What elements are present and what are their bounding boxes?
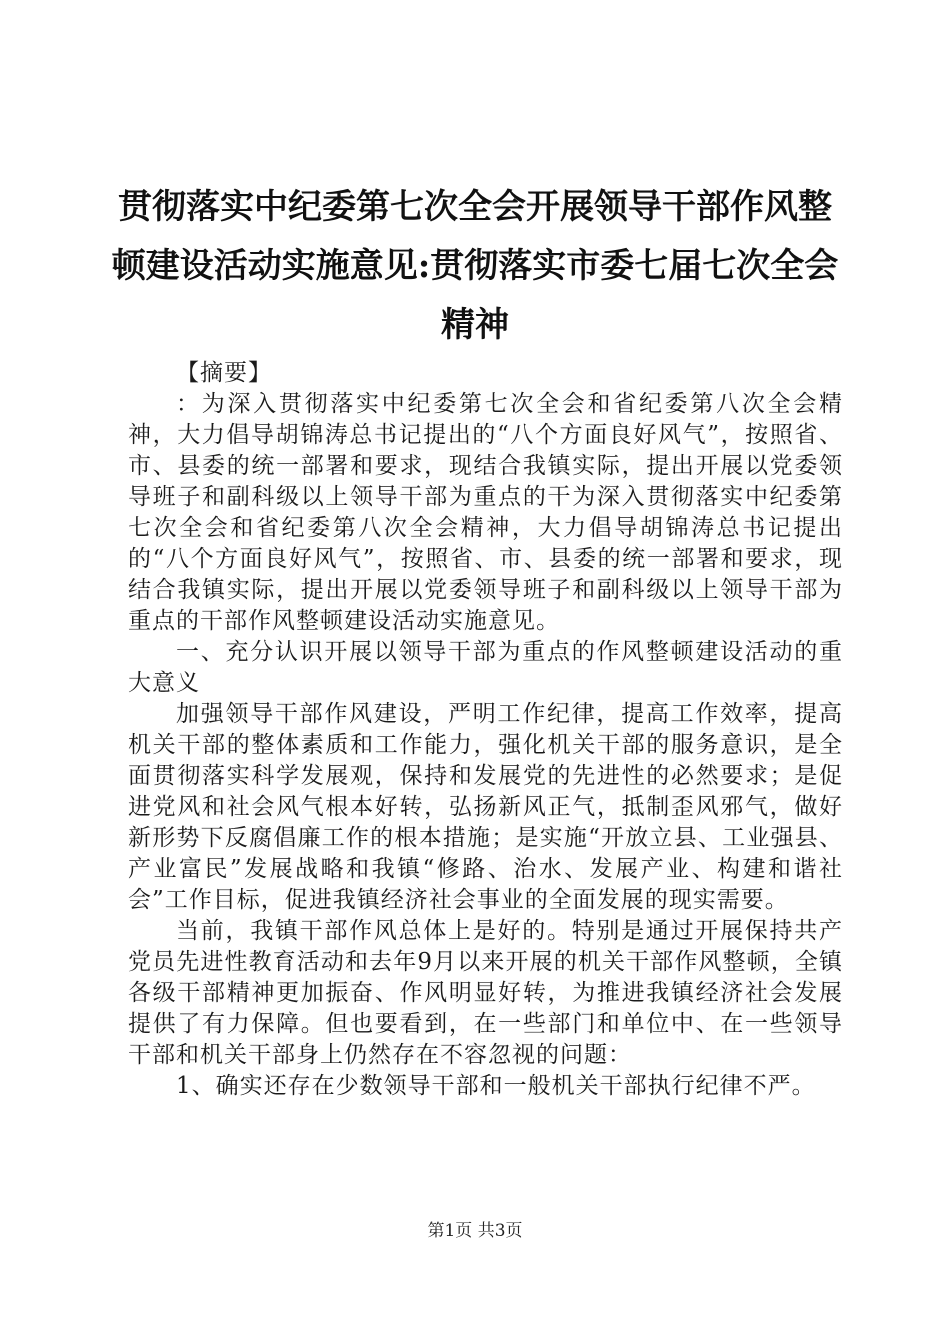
paragraph-intro: ：为深入贯彻落实中纪委第七次全会和省纪委第八次全会精神，大力倡导胡锦涛总书记提出的“八个方面良好风气”，按照省、市、县委的统一部署和要求，现结合我镇实际，提出开展以党委领导班子和副科级以上领导干部为重点的干为深入贯彻落实中纪委第七次全会和省纪委第八次全会精神，大力倡导胡锦涛总书记提出的“八个方面良好风气”，按照省、市、县委的统一部署和要求，现结合我镇实际，提出开展以党委领导班子和副科级以上领导干部为重点的干部作风整顿建设活动实施意见。 — [128, 391, 843, 634]
section-heading-1: 一、充分认识开展以领导干部为重点的作风整顿建设活动的重大意义 — [128, 639, 843, 696]
list-item-1: 1、确实还存在少数领导干部和一般机关干部执行纪律不严。 — [176, 1073, 816, 1099]
paragraph-current-status: 当前，我镇干部作风总体上是好的。特别是通过开展保持共产党员先进性教育活动和去年9月以来开展的机关干部作风整顿，全镇各级干部精神更加振奋、作风明显好转，为推进我镇经济社会发展提供了有力保障。但也要看到，在一些部门和单位中、在一些领导干部和机关干部身上仍然存在不容忽视的问题： — [128, 918, 843, 1068]
page-footer: 第1页 共3页 — [427, 1221, 523, 1241]
paragraph-significance: 加强领导干部作风建设，严明工作纪律，提高工作效率，提高机关干部的整体素质和工作能力，强化机关干部的服务意识，是全面贯彻落实科学发展观，保持和发展党的先进性的必然要求；是促进党风和社会风气根本好转，弘扬新风正气，抵制歪风邪气，做好新形势下反腐倡廉工作的根本措施；是实施“开放立县、工业强县、产业富民”发展战略和我镇“修路、治水、发展产业、构建和谐社会”工作目标，促进我镇经济社会事业的全面发展的现实需要。 — [128, 701, 843, 913]
document-body — [128, 358, 843, 1102]
abstract-label: 【摘要】 — [176, 360, 272, 386]
document-title: 贯彻落实中纪委第七次全会开展领导干部作风整顿建设活动实施意见:贯彻落实市委七届七次全会精神 — [111, 187, 839, 345]
